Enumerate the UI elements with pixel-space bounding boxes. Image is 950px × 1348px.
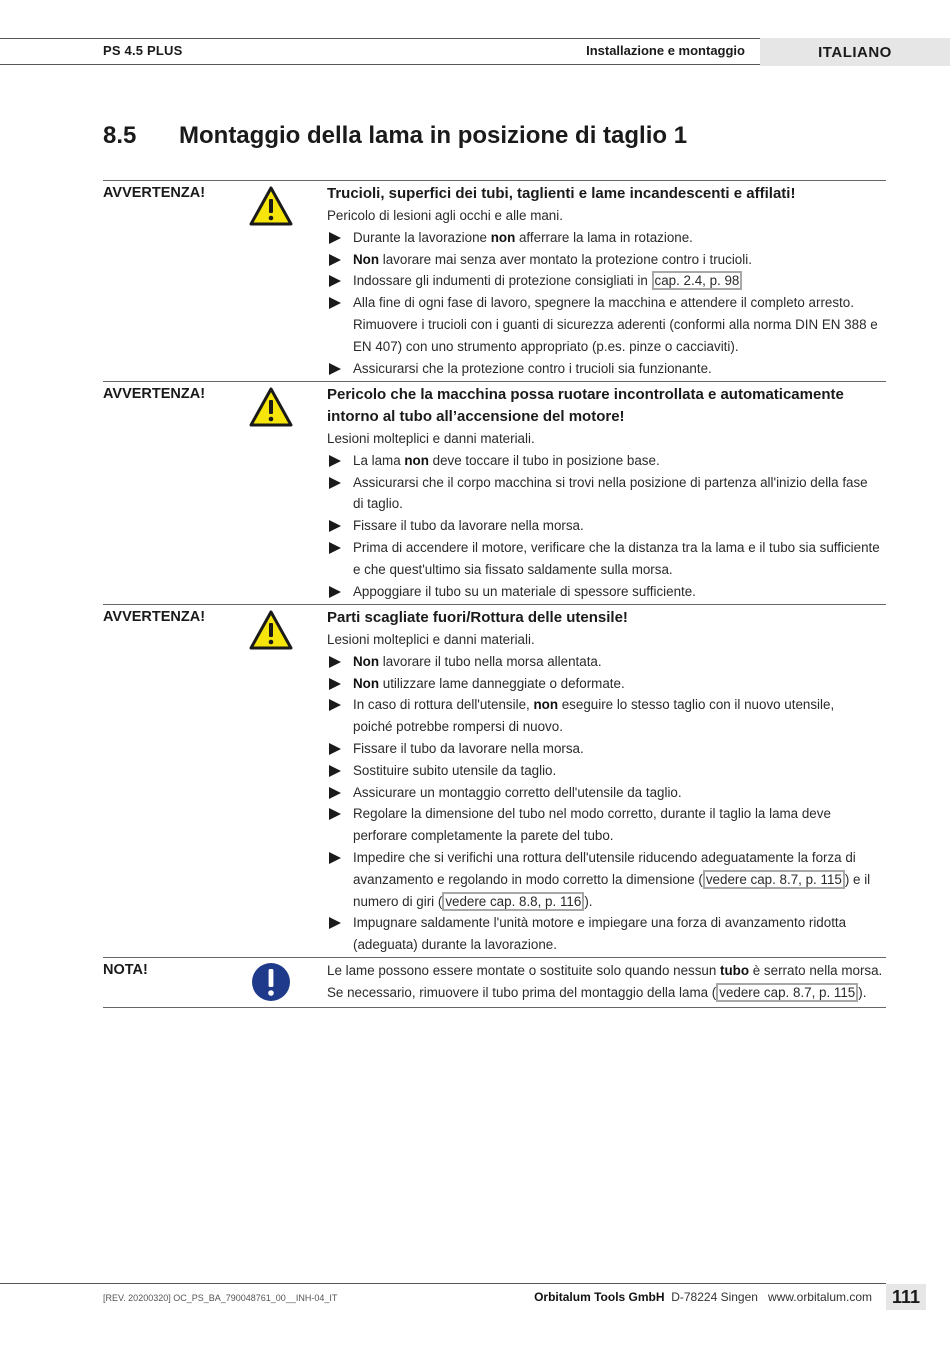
header-product: PS 4.5 PLUS — [103, 43, 183, 58]
bullet-item: In caso di rottura dell'utensile, non eseguire lo stesso taglio con il nuovo utensile, poiché potrebbe rompersi di nuovo. — [327, 694, 887, 738]
bullet-item: Appoggiare il tubo su un materiale di spessore sufficiente. — [327, 581, 887, 603]
warning-label: AVVERTENZA! — [103, 386, 206, 402]
bullet-item: Assicurare un montaggio corretto dell'utensile da taglio. — [327, 782, 887, 804]
section-title-text: Montaggio della lama in posizione di taglio 1 — [179, 122, 688, 149]
warning-block-1 — [103, 180, 886, 381]
note-line: Se necessario, rimuovere il tubo prima del montaggio della lama ( vedere cap. 8.7, p. 115 ). — [327, 984, 867, 1000]
bullet-item: Assicurarsi che la protezione contro i trucioli sia funzionante. — [327, 358, 887, 380]
section-number: 8.5 — [103, 122, 137, 149]
note-line: Le lame possono essere montate o sostituite solo quando nessun tubo è serrato nella morsa. — [327, 963, 883, 978]
warning-triangle-icon — [249, 186, 293, 226]
bullet-item: Impedire che si verifichi una rottura dell'utensile riducendo adeguatamente la forza di avanzamento e regolando in modo corretto la dimensione ( vedere cap. 8.7, p. 115 ) e il numero di giri ( vedere cap. 8.8, p. 116 ). — [327, 847, 887, 912]
bullet-item: Sostituire subito utensile da taglio. — [327, 760, 887, 782]
header-bottom-rule — [0, 64, 760, 65]
warning-subtitle: Pericolo di lesioni agli occhi e alle mani. — [327, 208, 563, 223]
header-language: ITALIANO — [760, 38, 950, 66]
warning-triangle-icon — [249, 387, 293, 427]
info-exclamation-icon — [249, 962, 293, 1002]
warning-triangle-icon — [249, 610, 293, 650]
bullet-item: Assicurarsi che il corpo macchina si trovi nella posizione di partenza all'inizio della fase di taglio. — [327, 472, 887, 516]
bullet-item: La lama non deve toccare il tubo in posizione base. — [327, 450, 887, 472]
warning-label: AVVERTENZA! — [103, 609, 206, 625]
section-end-rule — [103, 1007, 886, 1008]
warning-title: Trucioli, superfici dei tubi, taglienti e lame incandescenti e affilati! — [327, 185, 796, 202]
bullet-item: Durante la lavorazione non afferrare la lama in rotazione. — [327, 227, 887, 249]
section-title — [103, 122, 687, 150]
cross-reference-link[interactable]: vedere cap. 8.8, p. 116 — [442, 892, 584, 911]
warning-subtitle: Lesioni molteplici e danni materiali. — [327, 431, 535, 446]
bullet-item: Non lavorare il tubo nella morsa allentata. — [327, 651, 887, 673]
warning-content — [327, 183, 887, 379]
bullet-item: Regolare la dimensione del tubo nel modo corretto, durante il taglio la lama deve perforare completamente la parete del tubo. — [327, 803, 887, 847]
bullet-item: Non utilizzare lame danneggiate o deformate. — [327, 673, 887, 695]
note-block — [103, 957, 886, 1008]
footer-company-info: Orbitalum Tools GmbH D-78224 Singen www.orbitalum.com — [534, 1290, 872, 1304]
warning-title: Parti scagliate fuori/Rottura delle utensile! — [327, 609, 628, 626]
warning-content — [327, 607, 887, 956]
warning-subtitle: Lesioni molteplici e danni materiali. — [327, 632, 535, 647]
bullet-item: Impugnare saldamente l'unità motore e impiegare una forza di avanzamento ridotta (adeguata) durante la lavorazione. — [327, 912, 887, 956]
warning-title: Pericolo che la macchina possa ruotare incontrollata e automaticamente intorno al tubo all’accensione del motore! — [327, 386, 844, 425]
bullet-item: Fissare il tubo da lavorare nella morsa. — [327, 738, 887, 760]
note-content — [327, 960, 887, 1004]
bullet-item: Fissare il tubo da lavorare nella morsa. — [327, 515, 887, 537]
page-number: 111 — [886, 1284, 926, 1310]
header-chapter: Installazione e montaggio — [586, 43, 745, 58]
cross-reference-link[interactable]: cap. 2.4, p. 98 — [652, 271, 743, 290]
footer-revision: [REV. 20200320] OC_PS_BA_790048761_00__INH-04_IT — [103, 1293, 338, 1303]
warning-block-2 — [103, 381, 886, 604]
header-top-rule — [0, 38, 760, 39]
footer-rule — [0, 1283, 886, 1284]
cross-reference-link[interactable]: vedere cap. 8.7, p. 115 — [716, 983, 858, 1002]
bullet-item: Non lavorare mai senza aver montato la protezione contro i trucioli. — [327, 249, 887, 271]
bullet-item: Indossare gli indumenti di protezione consigliati in cap. 2.4, p. 98 — [327, 270, 887, 292]
warning-label: AVVERTENZA! — [103, 185, 206, 201]
bullet-item: Prima di accendere il motore, verificare che la distanza tra la lama e il tubo sia sufficiente e che quest'ultimo sia fissato saldamente sulla morsa. — [327, 537, 887, 581]
bullet-item: Alla fine di ogni fase di lavoro, spegnere la macchina e attendere il completo arresto. Rimuovere i trucioli con i guanti di sicurezza aderenti (conformi alla norma DIN EN 388 e EN 407) con uno strumento appropriato (p.es. pinze o cacciaviti). — [327, 292, 887, 357]
cross-reference-link[interactable]: vedere cap. 8.7, p. 115 — [703, 870, 845, 889]
note-label: NOTA! — [103, 962, 148, 978]
footer-website: www.orbitalum.com — [767, 1290, 872, 1304]
warning-content — [327, 384, 887, 602]
warning-block-3 — [103, 604, 886, 957]
